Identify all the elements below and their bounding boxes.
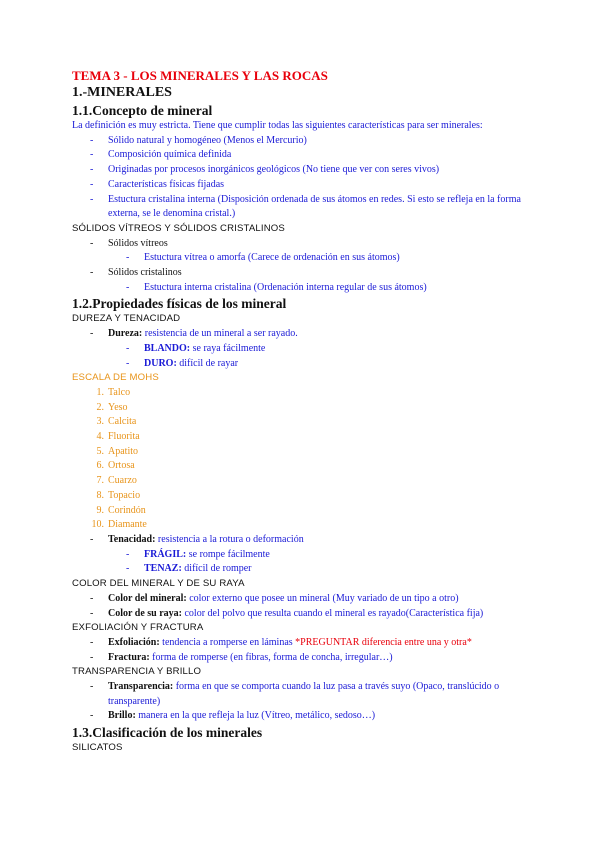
list-item: 4. Fluorita [96,431,140,443]
subheading-solidos: SÓLIDOS VÍTREOS Y SÓLIDOS CRISTALINOS [72,222,285,234]
list-item: 5. Apatito [96,445,138,457]
list-item: 9. Corindón [96,504,146,516]
list-item: - Originadas por procesos inorgánicos geológicos (No tiene que ver con seres vivos) [90,164,440,176]
list-item: 1. Talco [96,386,131,398]
mohs-scale-list [72,386,542,533]
list-item: 3. Calcita [96,416,137,428]
list-item-color-mineral: - Color del mineral: color externo que posee un mineral (Muy variado de un tipo a otro) [90,592,459,604]
list-item-exfoliacion: - Exfoliación: tendencia a romperse en láminas *PREGUNTAR diferencia entre una y otra* [90,636,472,648]
subheading-transparencia: TRANSPARENCIA Y BRILLO [72,666,202,678]
list-item-cristalinos: - Sólidos cristalinos [90,267,182,279]
list-item-tenacidad: - Tenacidad: resistencia a la rotura o deformación [90,533,304,545]
list-item: 10. Diamante [91,519,147,531]
note-preguntar: *PREGUNTAR diferencia entre una y otra* [295,636,472,648]
list-item: - Sólido natural y homogéneo (Menos el Mercurio) [90,134,307,146]
list-subitem-cristalinos: - Estuctura interna cristalina (Ordenación interna regular de sus átomos) [126,281,427,293]
heading-clasificacion: 1.3.Clasificación de los minerales [72,725,263,741]
subheading-color: COLOR DEL MINERAL Y DE SU RAYA [72,578,245,590]
heading-propiedades: 1.2.Propiedades físicas de los mineral [72,296,287,312]
list-item-brillo: - Brillo: manera en la que refleja la luz (Vítreo, metálico, sedoso…) [90,710,376,722]
heading-concepto-mineral: 1.1.Concepto de mineral [72,103,213,118]
list-subitem-blando: - BLANDO: se raya fácilmente [126,342,266,354]
list-item: 8. Topacio [96,489,141,501]
intro-paragraph: La definición es muy estricta. Tiene que cumplir todas las siguientes características para ser minerales: [72,120,483,131]
list-item-transparencia: - Transparencia: forma en que se comporta cuando la luz pasa a través suyo (Opaco, translúcido o transparente) [90,681,500,707]
list-item: - Composición química definida [90,149,232,161]
subheading-dureza: DUREZA Y TENACIDAD [72,313,181,325]
document-title: TEMA 3 - LOS MINERALES Y LAS ROCAS [72,68,328,83]
list-subitem-fragil: - FRÁGIL: se rompe fácilmente [126,548,270,560]
list-item: - Estuctura cristalina interna (Disposición ordenada de sus átomos en redes. Si esto se refleja en la forma externa, se le denomina cristal.) [90,193,521,220]
list-item: 2. Yeso [96,401,128,413]
list-subitem-duro: - DURO: difícil de rayar [126,357,239,369]
list-item-dureza: - Dureza: resistencia de un mineral a ser rayado. [90,328,298,340]
subheading-exfoliacion: EXFOLIACIÓN Y FRACTURA [72,622,204,634]
subheading-silicatos: SILICATOS [72,742,123,754]
list-subitem-vitreos: - Estuctura vítrea o amorfa (Carece de ordenación en sus átomos) [126,252,400,264]
section-heading-minerales: 1.-MINERALES [72,85,172,100]
list-item: 7. Cuarzo [96,475,137,487]
subheading-escala-mohs: ESCALA DE MOHS [72,372,159,384]
list-subitem-tenaz: - TENAZ: difícil de romper [126,563,252,575]
list-item-vitreos: - Sólidos vítreos [90,237,168,249]
list-item: - Características físicas fijadas [90,178,225,190]
list-item: 6. Ortosa [96,460,135,472]
document-page [72,68,542,756]
list-item-color-raya: - Color de su raya: color del polvo que resulta cuando el mineral es rayado(Característica fija) [90,607,484,619]
characteristics-list [72,134,542,222]
list-item-fractura: - Fractura: forma de romperse (en fibras, forma de concha, irregular…) [90,651,393,663]
